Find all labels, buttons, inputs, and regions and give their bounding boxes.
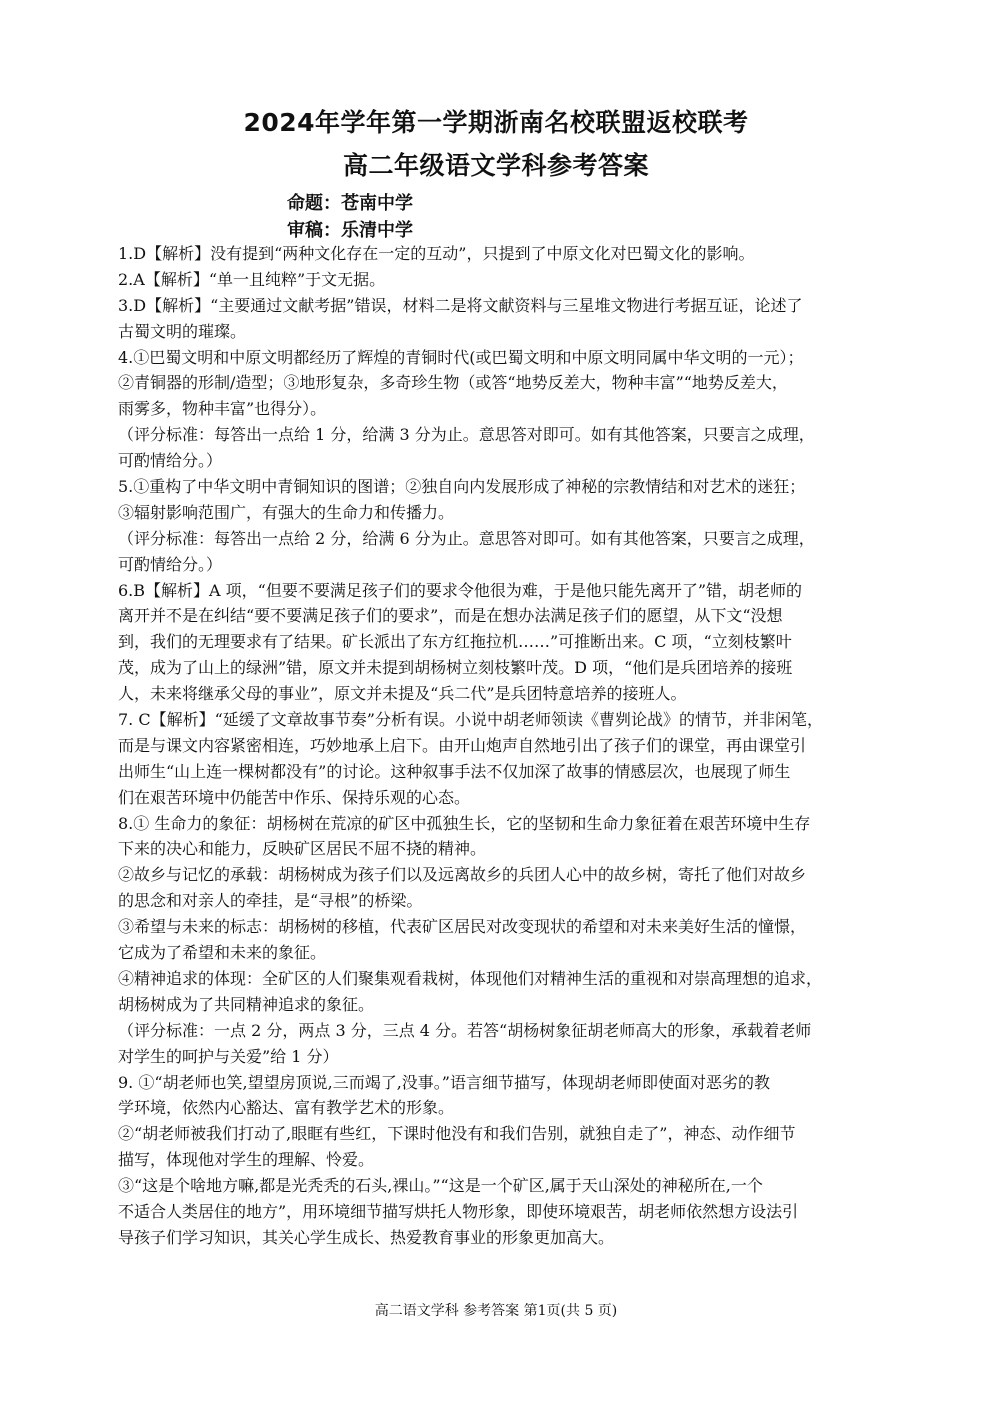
text-line: ②“胡老师被我们打动了,眼眶有些红，下课时他没有和我们告别，就独自走了”，神态、动作细节 <box>118 1124 796 1144</box>
text-line: ③“这是个啥地方嘛,都是光秃秃的石头,裸山。”“这是一个矿区,属于天山深处的神秘所在,一个 <box>118 1176 763 1196</box>
text-line: 到，我们的无理要求有了结果。矿长派出了东方红拖拉机……”可推断出来。C 项，“立刻枝繁叶 <box>118 632 792 652</box>
reviewer-credit: 审稿：乐清中学 <box>287 220 413 241</box>
document-subtitle: 高二年级语文学科参考答案 <box>342 151 649 180</box>
text-line: （评分标准：每答出一点给 2 分，给满 6 分为止。意思答对即可。如有其他答案，只要言之成理， <box>118 528 815 548</box>
text-line: 7. C【解析】“延缓了文章故事节奏”分析有误。小说中胡老师领读《曹刿论战》的情节，并非闲笔， <box>118 710 823 730</box>
text-line: ④精神追求的体现：全矿区的人们聚集观看栽树，体现他们对精神生活的重视和对崇高理想的追求， <box>118 968 823 988</box>
page-footer: 高二语文学科 参考答案 第1页(共 5 页) <box>374 1303 618 1319</box>
text-line: 导孩子们学习知识，其关心学生成长、热爱教育事业的形象更加高大。 <box>118 1227 615 1247</box>
text-line: 出师生“山上连一棵树都没有”的讨论。这种叙事手法不仅加深了故事的情感层次，也展现了师生 <box>118 761 791 781</box>
text-line: ③希望与未来的标志：胡杨树的移植，代表矿区居民对改变现状的希望和对未来美好生活的憧憬， <box>118 917 807 937</box>
text-line: 离开并不是在纠结“要不要满足孩子们的要求”，而是在想办法满足孩子们的愿望，从下文“没想 <box>118 606 783 626</box>
text-line: 9. ①“胡老师也笑,望望房顶说,三而竭了,没事。”语言细节描写，体现胡老师即使面对恶劣的教 <box>118 1072 770 1092</box>
text-line: （评分标准：一点 2 分，两点 3 分，三点 4 分。若答“胡杨树象征胡老师高大的形象，承载着老师 <box>118 1020 812 1040</box>
text-line: 3.D【解析】“主要通过文献考据”错误，材料二是将文献资料与三星堆文物进行考据互证，论述了 <box>118 295 803 315</box>
text-line: 不适合人类居住的地方”，用环境细节描写烘托人物形象，即使环境艰苦，胡老师依然想方设法引 <box>118 1201 799 1221</box>
text-line: 对学生的呵护与关爱”给 1 分） <box>118 1046 339 1066</box>
text-line: 5.①重构了中华文明中青铜知识的图谱；②独自向内发展形成了神秘的宗教情结和对艺术的迷狂； <box>118 477 806 497</box>
text-line: 们在艰苦环境中仍能苦中作乐、保持乐观的心态。 <box>118 787 471 807</box>
answer-body <box>118 241 878 1251</box>
text-line: 6.B【解析】A 项，“但要不要满足孩子们的要求令他很为难，于是他只能先离开了”错，胡老师的 <box>118 580 803 600</box>
text-line: ②故乡与记忆的承载：胡杨树成为孩子们以及远离故乡的兵团人心中的故乡树，寄托了他们对故乡 <box>118 865 807 885</box>
text-line: 下来的决心和能力，反映矿区居民不屈不挠的精神。 <box>118 839 487 859</box>
text-line: 可酌情给分。） <box>118 554 223 574</box>
text-line: 1.D【解析】没有提到“两种文化存在一定的互动”，只提到了中原文化对巴蜀文化的影响。 <box>118 244 755 263</box>
document-title: 2024年学年第一学期浙南名校联盟返校联考 <box>243 108 749 137</box>
text-line: 而是与课文内容紧密相连，巧妙地承上启下。由开山炮声自然地引出了孩子们的课堂，再由课堂引 <box>118 735 807 755</box>
text-line: ③辐射影响范围广，有强大的生命力和传播力。 <box>118 502 455 522</box>
author-credit: 命题：苍南中学 <box>287 193 413 214</box>
text-line: 4.①巴蜀文明和中原文明都经历了辉煌的青铜时代(或巴蜀文明和中原文明同属中华文明的一元）； <box>118 347 804 367</box>
text-line: 8.① 生命力的象征：胡杨树在荒凉的矿区中孤独生长，它的坚韧和生命力象征着在艰苦环境中生存 <box>118 813 811 833</box>
text-line: （评分标准：每答出一点给 1 分，给满 3 分为止。意思答对即可。如有其他答案，只要言之成理， <box>118 425 815 445</box>
text-line: 2.A【解析】“单一且纯粹”于文无据。 <box>118 269 386 289</box>
text-line: 学环境，依然内心豁达、富有教学艺术的形象。 <box>118 1098 455 1118</box>
text-line: 胡杨树成为了共同精神追求的象征。 <box>118 994 375 1014</box>
text-line: 雨雾多，物种丰富”也得分）。 <box>118 399 327 419</box>
text-line: 古蜀文明的璀璨。 <box>118 321 247 341</box>
text-line: 人，未来将继承父母的事业”，原文并未提及“兵二代”是兵团特意培养的接班人。 <box>118 684 687 704</box>
text-line: 它成为了希望和未来的象征。 <box>118 943 327 963</box>
text-line: ②青铜器的形制/造型；③地形复杂，多奇珍生物（或答“地势反差大，物种丰富”“地势反差大， <box>118 373 788 393</box>
text-line: 描写，体现他对学生的理解、怜爱。 <box>118 1150 375 1170</box>
text-line: 的思念和对亲人的牵挂，是“寻根”的桥梁。 <box>118 891 423 911</box>
text-line: 可酌情给分。） <box>118 451 223 471</box>
text-line: 茂，成为了山上的绿洲”错，原文并未提到胡杨树立刻枝繁叶茂。D 项，“他们是兵团培养的接班 <box>118 658 793 678</box>
